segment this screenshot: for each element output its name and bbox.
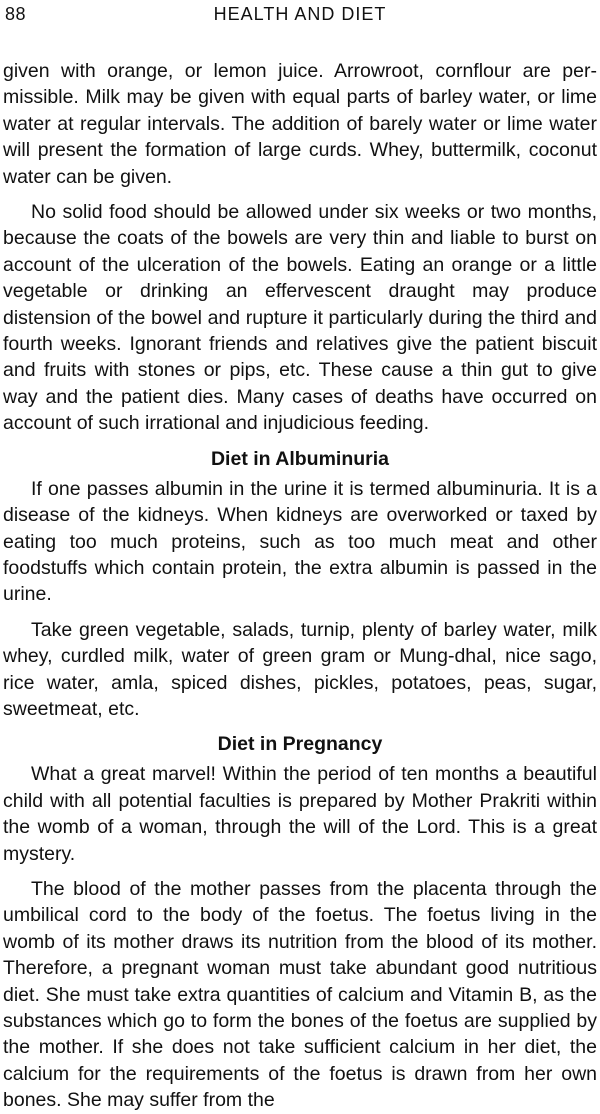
page-body (3, 58, 597, 1114)
running-head: HEALTH AND DIET (213, 4, 387, 24)
book-page (3, 0, 597, 1112)
paragraph-albuminuria-definition: If one passes albumin in the urine it is termed albuminuria. It is a disease of the kidneys. When kidneys are overworked or taxed by eating too much proteins, such as too much meat and other foodstuffs which contain protein, the extra albumin is passed in the urine. (3, 477, 597, 606)
paragraph-pregnancy-marvel: What a great marvel! Within the period of ten months a beautiful child with all potential faculties is prepared by Mother Prakriti within the womb of a woman, through the will of the Lord. This is a great mystery. (3, 763, 597, 865)
page-header (3, 0, 597, 30)
paragraph-pregnancy-nutrition: The blood of the mother passes from the placenta through the umbilical cord to the body of the foetus. The foetus living in the womb of its mother draws its nutrition from the blood of its mother. Therefore, a pregnant woman must take abundant good nutritious diet. She must take extra quantities of calcium and Vitamin B, as the substances which go to form the bones of the foetus are supplied by the mother. If she does not take sufficient calcium in her diet, the calcium for the requirements of the foetus is drawn from her own bones. She may suffer from the (3, 877, 597, 1112)
heading-diet-in-albuminuria: Diet in Albuminuria (210, 447, 390, 470)
paragraph-continued: given with orange, or lemon juice. Arrowroot, cornflour are permissible. Milk may be given with equal parts of barley water, or lime water at regular intervals. The addition of barely water or lime water will present the formation of large curds. Whey, buttermilk, coconut water can be given. (3, 60, 597, 188)
heading-diet-in-pregnancy: Diet in Pregnancy (217, 733, 383, 756)
paragraph-albuminuria-diet: Take green vegetable, salads, turnip, plenty of barley water, milk whey, curdled milk, water of green gram or Mung-dhal, nice sago, rice water, amla, spiced dishes, pickles, potatoes, peas, sugar, sweetmeat, etc. (3, 618, 597, 720)
page-number: 88 (5, 4, 27, 24)
paragraph-solid-food: No solid food should be allowed under six weeks or two months, because the coats of the bowels are very thin and liable to burst on account of the ulceration of the bowels. Eating an orange or a little vegetable or drinking an effervescent draught may produce distension of the bowel and rupture it particularly during the third and fourth weeks. Ignorant friends and relatives give the patient biscuit and fruits with stones or pips, etc. These cause a thin gut to give way and the patient dies. Many cases of deaths have occurred on account of such irrational and injudicious feeding. (3, 201, 597, 435)
